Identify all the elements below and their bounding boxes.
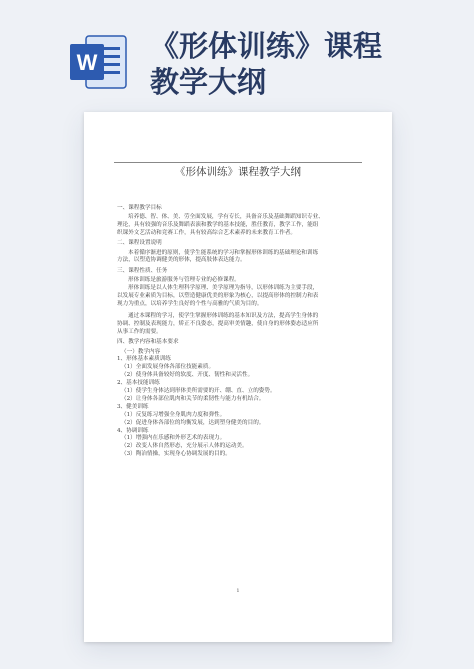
- section-heading: 一、课程教学目标: [117, 204, 162, 211]
- word-document-icon: [66, 30, 130, 94]
- body-line: （1）增强内在乐感和外形艺术的表现力。: [121, 435, 226, 442]
- body-line: （1）全面发展身体各部位技能素质。: [121, 364, 215, 371]
- section-heading: 二、课程设置说明: [117, 240, 162, 247]
- word-icon-letter: W: [76, 50, 98, 75]
- body-line: 培养德、智、体、美、劳全面发展，学有专长，具备音乐及基础舞蹈知识专业、: [128, 213, 324, 220]
- body-line: 以发展专业素质为目标，以塑造健康优美的形象为核心，以提高形体的控制力和表: [117, 293, 319, 300]
- header-rule: [114, 162, 362, 163]
- page-number: 1: [236, 588, 240, 594]
- banner-title: [150, 28, 470, 100]
- body-line: 形体训练是旅游服务与管理专业的必修课程。: [128, 277, 240, 284]
- body-line: （2）改变人体自然形态，充分展示人体的运动美。: [121, 443, 248, 450]
- body-line: （2）让身体各部位肌肉和关节的柔韧性与能力有机结合。: [121, 395, 265, 402]
- body-line: 理论，具有较强的音乐及舞蹈表演和教学的基本技能，胜任教育，教学工作，能组: [117, 221, 319, 228]
- body-line: （1）反复练习增强全身肌肉力度和弹性。: [121, 411, 226, 418]
- body-line: （2）促进身体各部位的均衡发展，达到塑身健美的目的。: [121, 419, 265, 426]
- body-line: （1）使学生身体达到形体美所需要的开、绷、直、立的姿势。: [121, 388, 276, 395]
- body-line: 4、协调训练: [117, 427, 149, 434]
- body-line: （3）陶冶情操，实现身心协调发展的目的。: [121, 451, 231, 458]
- body-line: 通过本课程的学习，使学生掌握形体训练的基本知识及方法，提高学生身体的: [128, 312, 319, 319]
- body-line: 形体训练是以人体生理科学原理、美学原理为指导，以形体训练为主要手段，: [128, 285, 319, 292]
- banner-title-line2: 教学大纲: [150, 65, 267, 99]
- body-line: 协调、控制及表现能力，矫正不良姿态，提高审美情趣，使自身的形体姿态适应所: [117, 320, 319, 327]
- body-line: 本着循序渐进的原则，使学生能系统的学习和掌握形体训练的基础理论和训练: [128, 249, 319, 256]
- document-page: [84, 112, 392, 642]
- document-title: 《形体训练》课程教学大纲: [175, 166, 301, 178]
- body-line: （一）教学内容: [121, 348, 161, 355]
- section-heading: 四、教学内容和基本要求: [117, 339, 179, 346]
- banner-title-line1: 《形体训练》课程: [150, 29, 383, 63]
- body-line: 2、基本技能训练: [117, 380, 160, 387]
- body-line: 现力为重点，以培养学生良好的个性与高雅的气质为目的。: [117, 300, 263, 307]
- body-line: 方法，以塑造协调健美的形体，提高肢体表达能力。: [117, 257, 246, 264]
- body-line: 从事工作的需要。: [117, 328, 162, 335]
- banner: [0, 0, 474, 110]
- section-heading: 三、课程性质、任务: [117, 267, 168, 274]
- document-body: [117, 202, 361, 459]
- body-line: 1、形体基本素质训练: [117, 356, 171, 363]
- body-line: 3、健美训练: [117, 403, 149, 410]
- body-line: 织课外文艺活动和竞赛工作，具有较高综合艺术素养的未来教育工作者。: [117, 229, 297, 236]
- body-line: （2）使身体具备较好的软度、开度、韧性和灵活性。: [121, 372, 254, 379]
